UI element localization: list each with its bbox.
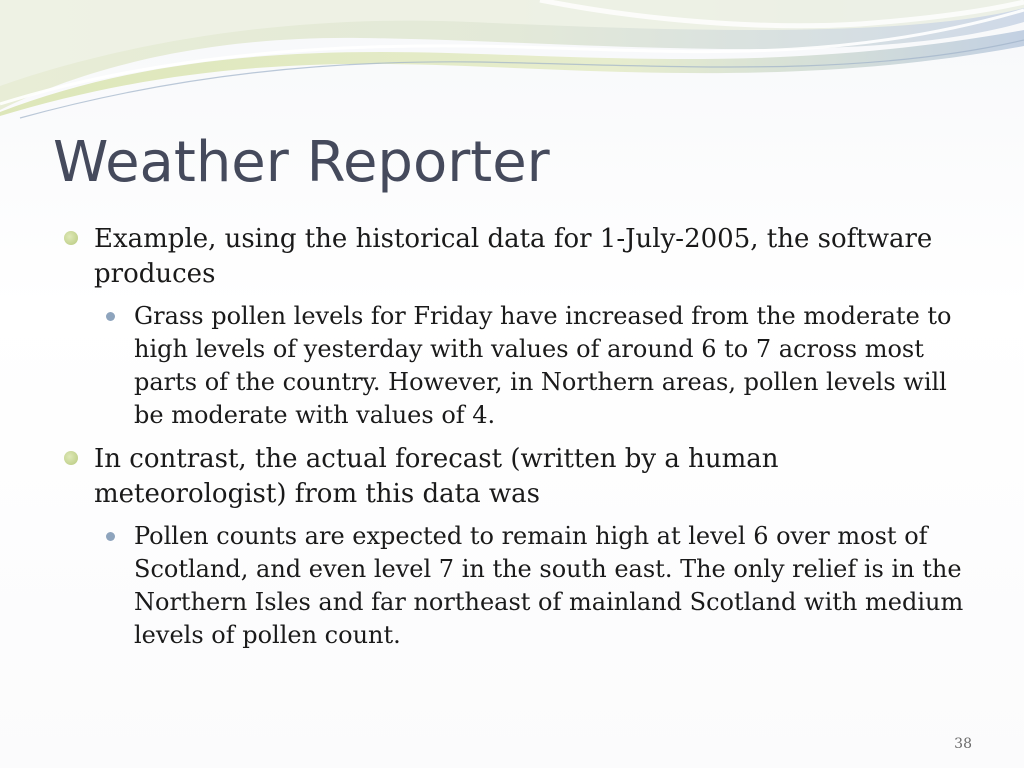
slide-title: Weather Reporter xyxy=(53,130,550,195)
bullet-item xyxy=(62,442,972,512)
sub-bullet-text: Pollen counts are expected to remain high at level 6 over most of Scotland, and even level 7 in the south east. The only relief is in the Northern Isles and far northeast of mainland Scotland with medium levels of pollen count. xyxy=(134,522,964,649)
sub-bullet-item xyxy=(62,300,972,432)
sub-bullet-item xyxy=(62,520,972,652)
bullet-item xyxy=(62,222,972,292)
sub-bullet-dot-icon xyxy=(106,532,115,541)
bullet-list xyxy=(62,222,972,652)
slide-content xyxy=(62,222,972,662)
sub-bullet-text: Grass pollen levels for Friday have increased from the moderate to high levels of yesterday with values of around 6 to 7 across most parts of the country. However, in Northern areas, pollen levels will be moderate with values of 4. xyxy=(134,302,952,429)
bullet-dot-icon xyxy=(64,451,78,465)
page-number: 38 xyxy=(954,736,972,752)
bullet-text: In contrast, the actual forecast (written by a human meteorologist) from this data was xyxy=(94,444,779,509)
bullet-dot-icon xyxy=(64,231,78,245)
bullet-text: Example, using the historical data for 1-July-2005, the software produces xyxy=(94,224,933,289)
header-swoosh-decoration xyxy=(0,0,1024,120)
sub-bullet-dot-icon xyxy=(106,312,115,321)
